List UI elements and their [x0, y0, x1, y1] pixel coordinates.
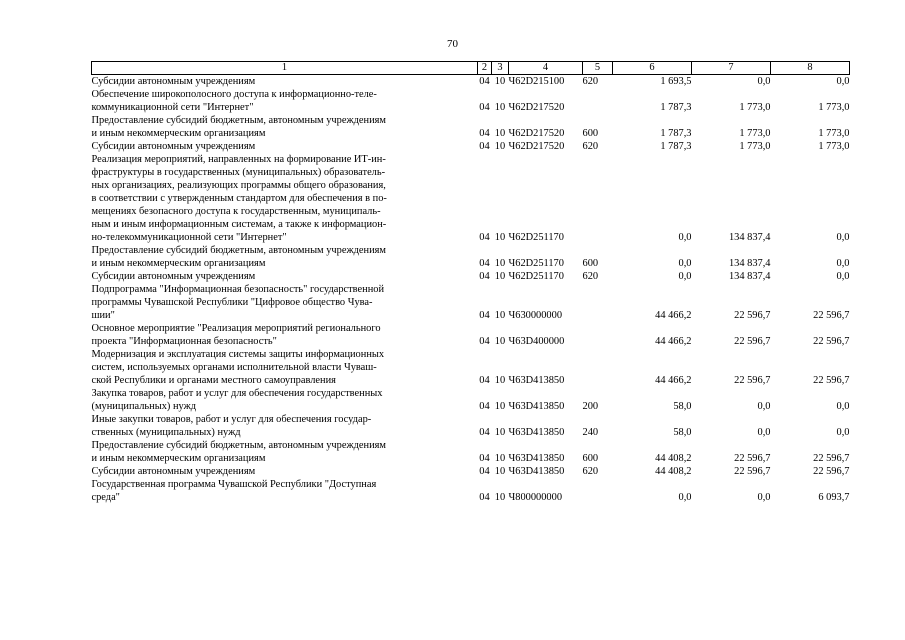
row-amount-7: 134 837,4	[728, 232, 771, 243]
row-section: 04	[479, 427, 490, 438]
row-name-line: шии"	[91, 310, 115, 321]
row-target-article: Ч63D400000	[508, 336, 565, 347]
row-amount-8: 22 596,7	[813, 453, 850, 464]
row-name-line: ственных (муниципальных) нужд	[91, 427, 241, 438]
row-subsection: 10	[494, 492, 506, 503]
row-name-line: мещениях безопасного доступа к государственным, муниципаль-	[91, 206, 381, 217]
row-section: 04	[479, 492, 490, 503]
row-name	[92, 114, 478, 140]
header-col-8: 8	[771, 62, 850, 75]
row-expense-type: 600	[582, 128, 599, 139]
table-row	[92, 153, 850, 244]
row-expense-type	[583, 348, 613, 387]
row-expense-type: 620	[582, 141, 599, 152]
budget-table	[91, 61, 850, 504]
row-section: 04	[479, 310, 490, 321]
row-subsection: 10	[494, 427, 506, 438]
table-row	[92, 478, 850, 504]
row-subsection: 10	[494, 453, 506, 464]
row-name	[92, 439, 478, 465]
row-amount-6: 1 787,3	[660, 141, 692, 152]
row-amount-6: 0,0	[678, 258, 692, 269]
row-target-article: Ч63D413850	[508, 375, 565, 386]
row-name-line: Обеспечение широкополосного доступа к информационно-теле-	[91, 89, 377, 100]
row-section: 04	[479, 375, 490, 386]
row-name	[92, 348, 478, 387]
row-subsection: 10	[494, 258, 506, 269]
table-header	[92, 62, 850, 75]
row-amount-7: 22 596,7	[734, 310, 771, 321]
row-amount-6: 58,0	[673, 401, 692, 412]
row-name-line: Предоставление субсидий бюджетным, автономным учреждениям	[91, 440, 387, 451]
row-name	[92, 322, 478, 348]
row-amount-7: 134 837,4	[728, 271, 771, 282]
row-target-article: Ч62D215100	[508, 76, 565, 87]
row-name-line: Субсидии автономным учреждениям	[91, 141, 256, 152]
table-row	[92, 348, 850, 387]
header-col-6: 6	[613, 62, 692, 75]
row-subsection: 10	[494, 401, 506, 412]
row-section: 04	[479, 466, 490, 477]
row-name	[92, 283, 478, 322]
row-section: 04	[479, 336, 490, 347]
row-amount-7: 22 596,7	[734, 336, 771, 347]
row-amount-8: 1 773,0	[818, 141, 850, 152]
row-expense-type	[583, 478, 613, 504]
row-amount-6: 1 693,5	[660, 76, 692, 87]
table-row	[92, 140, 850, 153]
row-amount-7: 0,0	[757, 401, 771, 412]
row-name-line: проекта "Информационная безопасность"	[91, 336, 277, 347]
row-subsection: 10	[494, 102, 506, 113]
row-name	[92, 413, 478, 439]
row-amount-7: 22 596,7	[734, 453, 771, 464]
row-amount-8: 0,0	[836, 232, 850, 243]
table-row	[92, 413, 850, 439]
header-col-5: 5	[583, 62, 613, 75]
row-expense-type: 240	[582, 427, 599, 438]
row-name-line: и иным некоммерческим организациям	[91, 128, 266, 139]
row-amount-7: 0,0	[757, 427, 771, 438]
row-target-article: Ч62D217520	[508, 102, 565, 113]
row-subsection: 10	[494, 76, 506, 87]
row-name-line: Закупка товаров, работ и услуг для обеспечения государственных	[91, 388, 383, 399]
row-amount-6: 44 408,2	[655, 466, 692, 477]
row-amount-6: 0,0	[678, 492, 692, 503]
row-amount-7: 134 837,4	[728, 258, 771, 269]
row-subsection: 10	[494, 271, 506, 282]
row-expense-type: 620	[582, 76, 599, 87]
row-target-article: Ч630000000	[508, 310, 563, 321]
row-section: 04	[479, 271, 490, 282]
row-target-article: Ч63D413850	[508, 453, 565, 464]
row-name-line: ных организациях, реализующих программы общего образования,	[91, 180, 386, 191]
row-section: 04	[479, 232, 490, 243]
table-row	[92, 88, 850, 114]
row-subsection: 10	[494, 375, 506, 386]
row-section: 04	[479, 401, 490, 412]
header-col-7: 7	[692, 62, 771, 75]
row-amount-8: 6 093,7	[818, 492, 850, 503]
row-name	[92, 88, 478, 114]
row-target-article: Ч63D413850	[508, 427, 565, 438]
row-name-line: фраструктуры в государственных (муниципальных) образователь-	[91, 167, 386, 178]
row-amount-8: 1 773,0	[818, 102, 850, 113]
row-amount-8: 22 596,7	[813, 336, 850, 347]
table-row	[92, 283, 850, 322]
table-row	[92, 439, 850, 465]
row-section: 04	[479, 102, 490, 113]
row-amount-7: 22 596,7	[734, 375, 771, 386]
row-amount-6: 44 408,2	[655, 453, 692, 464]
row-name-line: Подпрограмма "Информационная безопасность" государственной	[91, 284, 385, 295]
header-col-3: 3	[492, 62, 509, 75]
header-col-2: 2	[478, 62, 492, 75]
row-name-line: Основное мероприятие "Реализация мероприятий регионального	[91, 323, 381, 334]
row-amount-7: 1 773,0	[739, 102, 771, 113]
row-name-line: Модернизация и эксплуатация системы защиты информационных	[91, 349, 385, 360]
row-name-line: в соответствии с утвержденным стандартом для обеспечения в по-	[91, 193, 387, 204]
row-name-line: ным и иным информационным системам, а также к информацион-	[91, 219, 387, 230]
row-name	[92, 387, 478, 413]
row-section: 04	[479, 141, 490, 152]
row-amount-6: 1 787,3	[660, 128, 692, 139]
row-subsection: 10	[494, 336, 506, 347]
header-col-4: 4	[509, 62, 583, 75]
row-target-article: Ч62D251170	[508, 232, 564, 243]
row-expense-type	[583, 283, 613, 322]
row-amount-8: 0,0	[836, 76, 850, 87]
row-target-article: Ч62D217520	[508, 128, 565, 139]
row-amount-7: 0,0	[757, 76, 771, 87]
row-target-article: Ч62D251170	[508, 258, 564, 269]
row-amount-8: 22 596,7	[813, 466, 850, 477]
row-amount-7: 0,0	[757, 492, 771, 503]
header-col-1: 1	[92, 62, 478, 75]
row-amount-8: 0,0	[836, 271, 850, 282]
row-name	[92, 140, 478, 153]
row-name	[92, 270, 478, 283]
row-name	[92, 465, 478, 478]
row-section: 04	[479, 453, 490, 464]
table-row	[92, 322, 850, 348]
row-subsection: 10	[494, 128, 506, 139]
row-expense-type	[583, 88, 613, 114]
row-name-line: Предоставление субсидий бюджетным, автономным учреждениям	[91, 115, 387, 126]
table-row	[92, 114, 850, 140]
row-name-line: Субсидии автономным учреждениям	[91, 466, 256, 477]
header-row	[92, 62, 850, 75]
row-name-line: среда"	[91, 492, 120, 503]
row-name	[92, 75, 478, 89]
row-expense-type: 600	[582, 258, 599, 269]
row-amount-8: 0,0	[836, 401, 850, 412]
row-target-article: Ч62D217520	[508, 141, 565, 152]
table-row	[92, 244, 850, 270]
table-row	[92, 465, 850, 478]
row-subsection: 10	[494, 310, 506, 321]
row-expense-type	[583, 153, 613, 244]
row-expense-type: 200	[582, 401, 599, 412]
row-amount-7: 1 773,0	[739, 141, 771, 152]
row-amount-6: 0,0	[678, 271, 692, 282]
row-target-article: Ч63D413850	[508, 401, 565, 412]
row-name-line: Субсидии автономным учреждениям	[91, 76, 256, 87]
row-amount-7: 22 596,7	[734, 466, 771, 477]
row-name-line: Предоставление субсидий бюджетным, автономным учреждениям	[91, 245, 387, 256]
row-name	[92, 478, 478, 504]
row-name-line: программы Чувашской Республики "Цифровое общество Чува-	[91, 297, 373, 308]
row-section: 04	[479, 128, 490, 139]
row-name-line: но-телекоммуникационной сети "Интернет"	[91, 232, 287, 243]
row-amount-6: 0,0	[678, 232, 692, 243]
row-expense-type: 620	[582, 271, 599, 282]
row-expense-type: 600	[582, 453, 599, 464]
row-amount-6: 44 466,2	[655, 310, 692, 321]
row-subsection: 10	[494, 141, 506, 152]
row-name-line: и иным некоммерческим организациям	[91, 258, 266, 269]
row-subsection: 10	[494, 466, 506, 477]
row-name-line: Государственная программа Чувашской Республики "Доступная	[91, 479, 377, 490]
row-name-line: (муниципальных) нужд	[91, 401, 197, 412]
row-target-article: Ч63D413850	[508, 466, 565, 477]
row-amount-8: 22 596,7	[813, 375, 850, 386]
row-name	[92, 244, 478, 270]
row-amount-6: 1 787,3	[660, 102, 692, 113]
row-subsection: 10	[494, 232, 506, 243]
row-amount-6: 44 466,2	[655, 336, 692, 347]
row-amount-6: 58,0	[673, 427, 692, 438]
row-expense-type: 620	[582, 466, 599, 477]
row-section: 04	[479, 258, 490, 269]
table-row	[92, 270, 850, 283]
table-body	[92, 75, 850, 505]
row-amount-7: 1 773,0	[739, 128, 771, 139]
row-name-line: и иным некоммерческим организациям	[91, 453, 266, 464]
row-name-line: коммуникационной сети "Интернет"	[91, 102, 254, 113]
row-amount-8: 0,0	[836, 427, 850, 438]
row-name	[92, 153, 478, 244]
table-row	[92, 75, 850, 89]
row-name-line: Иные закупки товаров, работ и услуг для обеспечения государ-	[91, 414, 372, 425]
row-section: 04	[479, 76, 490, 87]
row-name-line: Реализация мероприятий, направленных на формирование ИТ-ин-	[91, 154, 386, 165]
row-amount-8: 1 773,0	[818, 128, 850, 139]
row-name-line: систем, используемых органами исполнительной власти Чуваш-	[91, 362, 377, 373]
row-amount-8: 22 596,7	[813, 310, 850, 321]
row-amount-6: 44 466,2	[655, 375, 692, 386]
row-name-line: Субсидии автономным учреждениям	[91, 271, 256, 282]
row-target-article: Ч62D251170	[508, 271, 564, 282]
row-expense-type	[583, 322, 613, 348]
table-row	[92, 387, 850, 413]
row-name-line: ской Республики и органами местного самоуправления	[91, 375, 336, 386]
row-amount-8: 0,0	[836, 258, 850, 269]
row-target-article: Ч800000000	[508, 492, 563, 503]
page-number: 70	[447, 38, 458, 50]
